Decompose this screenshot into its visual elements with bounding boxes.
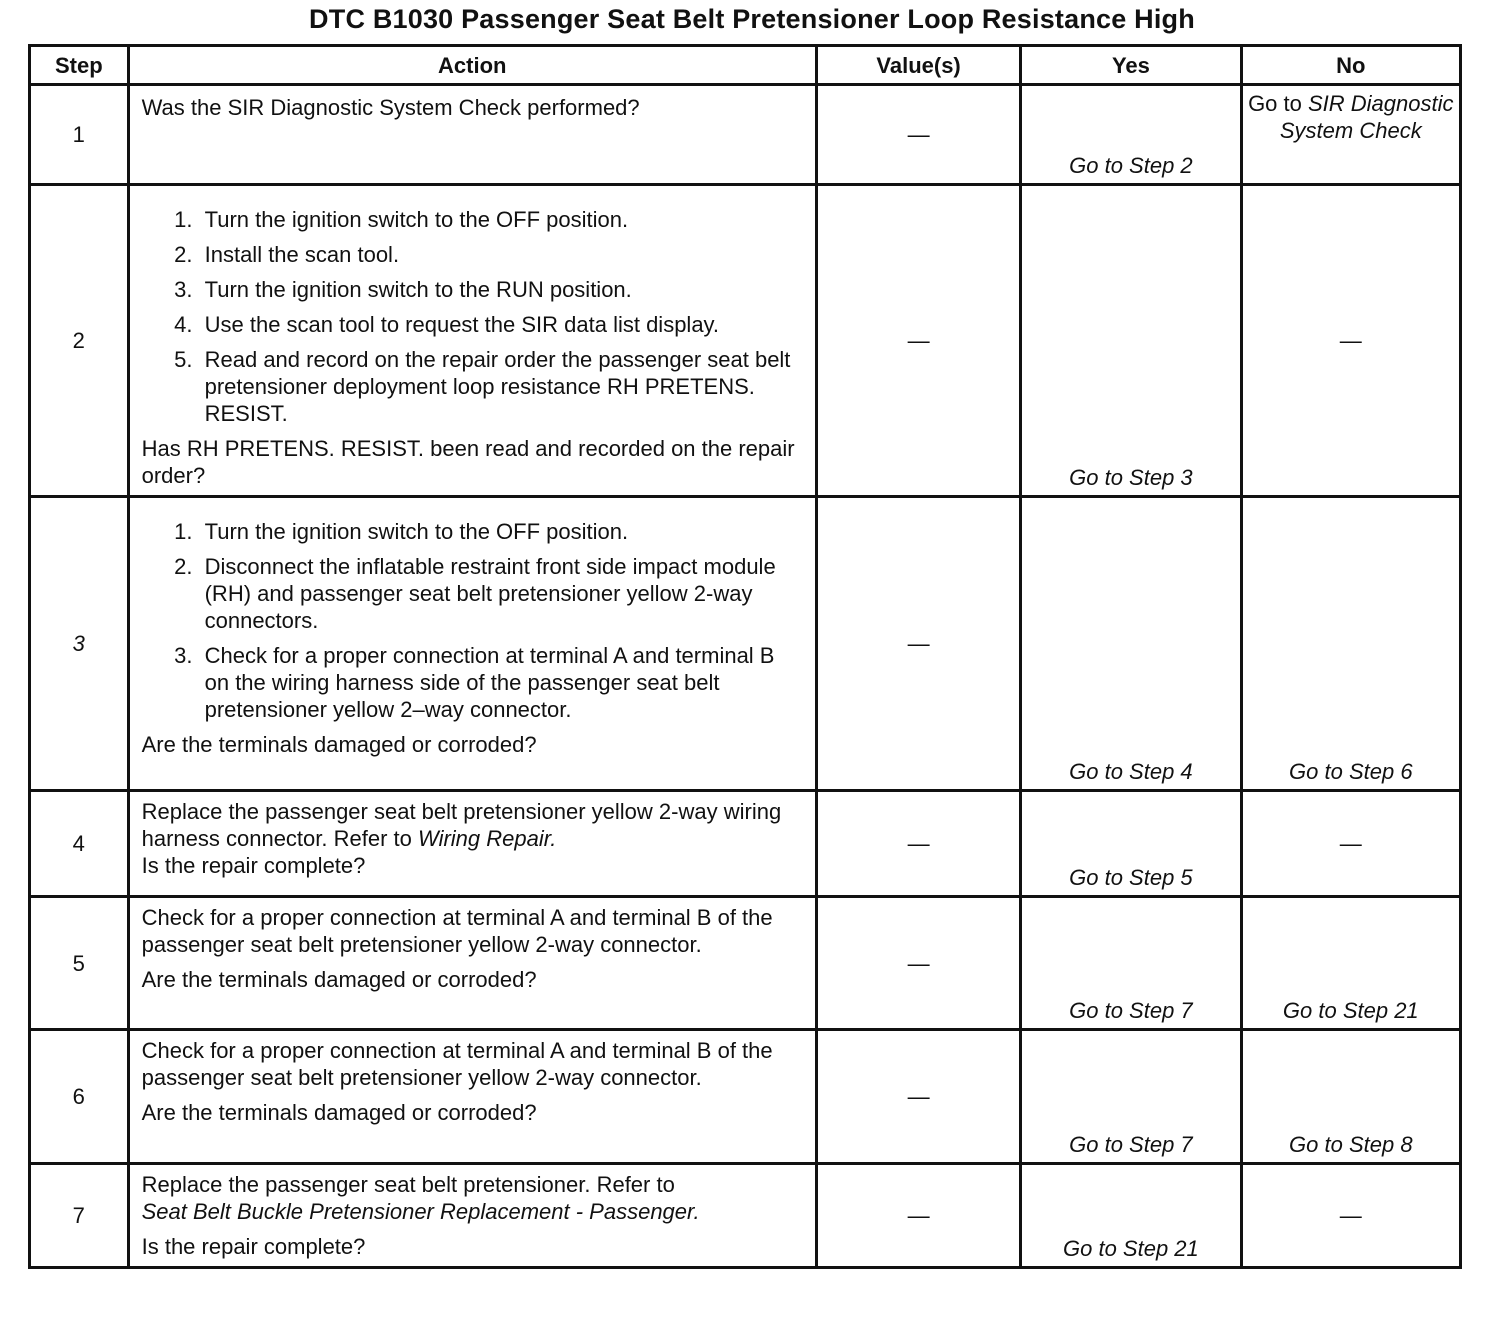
yes-cell [1021,1030,1241,1164]
action-cell [128,791,816,897]
yes-goto-link[interactable]: Go to Step 7 [1069,1132,1193,1157]
action-question: Are the terminals damaged or corroded? [141,732,537,757]
step-number: 7 [30,1164,129,1268]
value-cell [816,897,1020,1030]
reference-link[interactable]: Seat Belt Buckle Pretensioner Replacement - Passenger. [141,1199,700,1224]
yes-goto-link[interactable]: Go to Step 5 [1069,865,1193,890]
list-item: 3. Turn the ignition switch to the RUN position. [199,276,803,303]
table-row [30,185,1461,497]
table-row [30,791,1461,897]
action-question: Are the terminals damaged or corroded? [141,1100,537,1125]
list-item: 5. Read and record on the repair order the passenger seat belt pretensioner deployment loop resistance RH PRETENS. RESIST. [199,346,803,427]
header-values: Value(s) [816,46,1020,85]
yes-cell [1021,185,1241,497]
no-cell [1241,185,1460,497]
list-item: 1. Turn the ignition switch to the OFF position. [199,206,803,233]
value-dash: — [907,950,930,976]
action-steps-list [142,206,803,427]
header-action: Action [128,46,816,85]
list-item: 1. Turn the ignition switch to the OFF position. [199,518,803,545]
value-cell [816,185,1020,497]
page-title: DTC B1030 Passenger Seat Belt Pretensioner Loop Resistance High [309,4,1195,34]
no-dash: — [1339,831,1362,856]
value-dash: — [907,122,930,147]
table-row [30,85,1461,185]
list-item: 3. Check for a proper connection at terminal A and terminal B on the wiring harness side of the passenger seat belt pretensioner yellow 2–way connector. [199,642,803,723]
action-steps-list [142,518,803,723]
action-text [142,798,803,852]
table-row [30,1164,1461,1268]
yes-goto-link[interactable]: Go to Step 2 [1069,153,1193,178]
value-cell [816,497,1020,791]
action-cell [128,497,816,791]
yes-cell [1021,1164,1241,1268]
action-text-body: Replace the passenger seat belt pretensioner. Refer to [141,1172,675,1197]
no-goto-prefix: Go to [1248,91,1302,116]
yes-goto-link[interactable]: Go to Step 21 [1063,1236,1199,1261]
step-number: 4 [30,791,129,897]
header-step: Step [30,46,129,85]
action-text [142,1171,803,1225]
yes-goto-link[interactable]: Go to Step 4 [1069,759,1193,784]
action-question: Is the repair complete? [141,1234,366,1259]
value-cell [816,85,1020,185]
diagnostic-table [28,44,1462,1269]
yes-cell [1021,897,1241,1030]
reference-link[interactable]: Wiring Repair. [418,826,557,851]
action-text: Check for a proper connection at terminal A and terminal B of the passenger seat belt pretensioner yellow 2-way connector. [141,905,773,957]
no-goto-link[interactable]: Go to Step 8 [1289,1132,1413,1157]
no-cell [1241,85,1460,185]
value-dash: — [907,328,930,353]
value-cell [816,791,1020,897]
action-cell [128,897,816,1030]
list-item: 2. Install the scan tool. [199,241,803,268]
no-cell [1241,897,1460,1030]
table-row [30,897,1461,1030]
no-cell [1241,1164,1460,1268]
yes-cell [1021,791,1241,897]
step-number: 1 [30,85,129,185]
list-item: 4. Use the scan tool to request the SIR data list display. [199,311,803,338]
table-row [30,497,1461,791]
no-goto-link[interactable]: Go to Step 6 [1289,759,1413,784]
action-cell [128,185,816,497]
step-number: 6 [30,1030,129,1164]
action-text: Check for a proper connection at terminal A and terminal B of the passenger seat belt pretensioner yellow 2-way connector. [141,1038,773,1090]
step-number: 3 [30,497,129,791]
table-header-row [30,46,1461,85]
yes-cell [1021,85,1241,185]
table-row [30,1030,1461,1164]
action-cell [128,1164,816,1268]
no-dash: — [1339,328,1362,353]
no-goto-link[interactable]: Go to Step 21 [1282,998,1419,1023]
action-text-body: Replace the passenger seat belt pretensioner yellow 2-way wiring harness connector. Refer to [141,799,782,851]
yes-goto-link[interactable]: Go to Step 3 [1069,465,1193,490]
value-cell [816,1164,1020,1268]
yes-goto-link[interactable]: Go to Step 7 [1069,998,1193,1023]
value-dash: — [907,1084,930,1109]
value-dash: — [907,1203,930,1228]
action-cell [128,1030,816,1164]
action-question: Has RH PRETENS. RESIST. been read and recorded on the repair order? [141,436,795,488]
value-cell [816,1030,1020,1164]
header-yes: Yes [1021,46,1241,85]
list-item: 2. Disconnect the inflatable restraint front side impact module (RH) and passenger seat belt pretensioner yellow 2-way connectors. [199,553,803,634]
no-cell [1241,497,1460,791]
no-dash: — [1339,1203,1362,1228]
step-number: 2 [30,185,129,497]
yes-cell [1021,497,1241,791]
no-cell [1241,791,1460,897]
action-cell [128,85,816,185]
no-goto-link[interactable]: SIR Diagnostic System Check [1279,91,1454,143]
value-dash: — [907,831,930,856]
action-question: Is the repair complete? [141,853,366,878]
header-no: No [1241,46,1460,85]
no-cell [1241,1030,1460,1164]
action-question: Are the terminals damaged or corroded? [141,967,537,992]
value-dash: — [907,631,930,656]
action-text: Was the SIR Diagnostic System Check performed? [141,95,640,120]
step-number: 5 [30,897,129,1030]
